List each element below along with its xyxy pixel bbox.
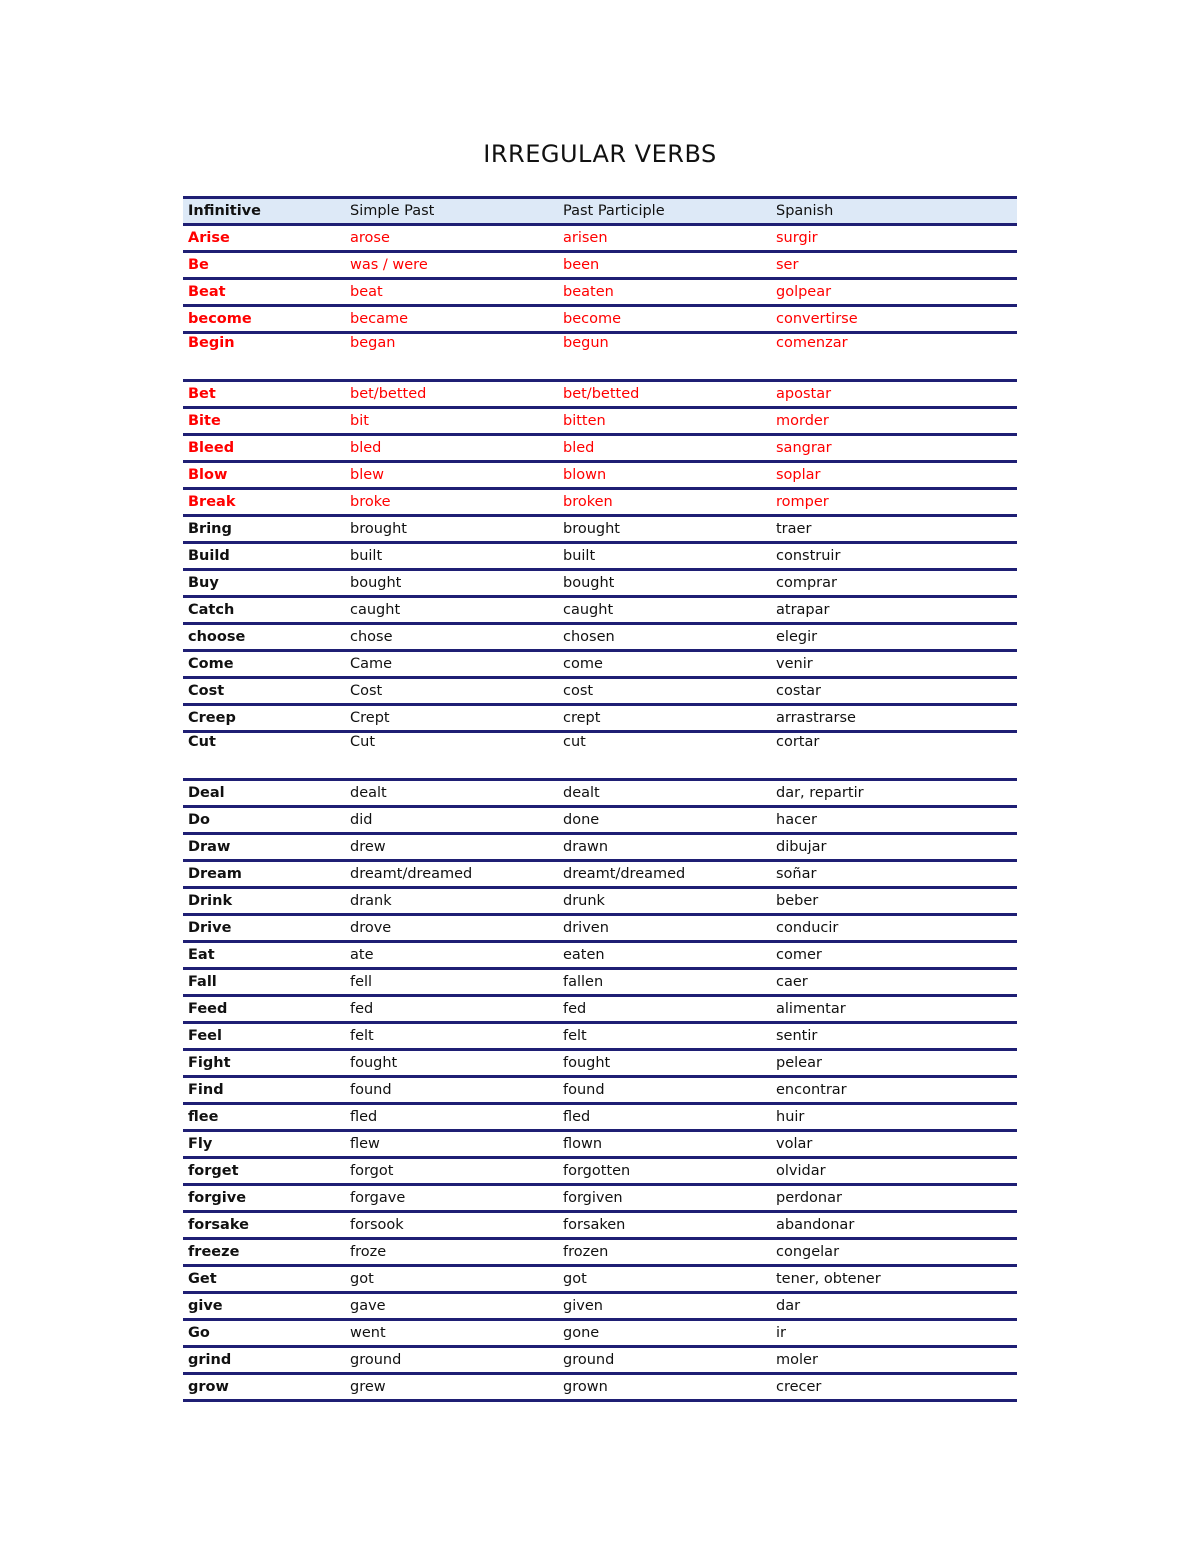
- cell-simple-past: dreamt/dreamed: [345, 861, 558, 888]
- cell-infinitive: Blow: [183, 462, 345, 489]
- cell-infinitive: Come: [183, 651, 345, 678]
- cell-infinitive: give: [183, 1293, 345, 1320]
- cell-spanish: alimentar: [771, 996, 1017, 1023]
- cell-past-participle: bled: [558, 435, 771, 462]
- cell-infinitive: Buy: [183, 570, 345, 597]
- cell-simple-past: Crept: [345, 705, 558, 732]
- cell-spanish: crecer: [771, 1374, 1017, 1401]
- cell-simple-past: grew: [345, 1374, 558, 1401]
- table-row: [183, 861, 1017, 888]
- table-row: [183, 1347, 1017, 1374]
- header-spanish: Spanish: [771, 198, 1017, 225]
- cell-past-participle: fled: [558, 1104, 771, 1131]
- cell-simple-past: did: [345, 807, 558, 834]
- cell-past-participle: flown: [558, 1131, 771, 1158]
- cell-infinitive: Feel: [183, 1023, 345, 1050]
- cell-simple-past: began: [345, 333, 558, 381]
- cell-past-participle: brought: [558, 516, 771, 543]
- header-past-participle: Past Participle: [558, 198, 771, 225]
- cell-spanish: soplar: [771, 462, 1017, 489]
- cell-simple-past: forgot: [345, 1158, 558, 1185]
- cell-past-participle: arisen: [558, 225, 771, 252]
- cell-past-participle: forgiven: [558, 1185, 771, 1212]
- cell-past-participle: eaten: [558, 942, 771, 969]
- cell-spanish: beber: [771, 888, 1017, 915]
- page-title: IRREGULAR VERBS: [483, 140, 717, 168]
- table-row: [183, 807, 1017, 834]
- cell-infinitive: Cost: [183, 678, 345, 705]
- header-simple-past: Simple Past: [345, 198, 558, 225]
- cell-simple-past: Came: [345, 651, 558, 678]
- cell-past-participle: forsaken: [558, 1212, 771, 1239]
- table-row: [183, 942, 1017, 969]
- table-row: [183, 1266, 1017, 1293]
- table-row: [183, 252, 1017, 279]
- cell-simple-past: bet/betted: [345, 381, 558, 408]
- cell-infinitive: freeze: [183, 1239, 345, 1266]
- cell-simple-past: caught: [345, 597, 558, 624]
- cell-simple-past: forgave: [345, 1185, 558, 1212]
- cell-past-participle: got: [558, 1266, 771, 1293]
- cell-simple-past: Cut: [345, 732, 558, 780]
- table-row: [183, 1077, 1017, 1104]
- table-row: [183, 915, 1017, 942]
- cell-infinitive: forget: [183, 1158, 345, 1185]
- table-row: [183, 888, 1017, 915]
- cell-spanish: traer: [771, 516, 1017, 543]
- cell-infinitive: Drink: [183, 888, 345, 915]
- cell-infinitive: Beat: [183, 279, 345, 306]
- cell-past-participle: cut: [558, 732, 771, 780]
- cell-infinitive: forsake: [183, 1212, 345, 1239]
- cell-spanish: morder: [771, 408, 1017, 435]
- cell-infinitive: Fall: [183, 969, 345, 996]
- table-row: [183, 516, 1017, 543]
- cell-spanish: abandonar: [771, 1212, 1017, 1239]
- table-row: [183, 732, 1017, 780]
- cell-infinitive: grow: [183, 1374, 345, 1401]
- cell-infinitive: forgive: [183, 1185, 345, 1212]
- cell-infinitive: Fly: [183, 1131, 345, 1158]
- cell-simple-past: got: [345, 1266, 558, 1293]
- cell-spanish: volar: [771, 1131, 1017, 1158]
- cell-past-participle: become: [558, 306, 771, 333]
- table-row: [183, 969, 1017, 996]
- cell-past-participle: fought: [558, 1050, 771, 1077]
- cell-infinitive: Go: [183, 1320, 345, 1347]
- table-row: [183, 1320, 1017, 1347]
- cell-infinitive: choose: [183, 624, 345, 651]
- cell-past-participle: forgotten: [558, 1158, 771, 1185]
- table-row: [183, 1023, 1017, 1050]
- cell-spanish: costar: [771, 678, 1017, 705]
- cell-past-participle: bet/betted: [558, 381, 771, 408]
- cell-infinitive: Begin: [183, 333, 345, 381]
- cell-past-participle: felt: [558, 1023, 771, 1050]
- cell-infinitive: Arise: [183, 225, 345, 252]
- table-row: [183, 543, 1017, 570]
- cell-past-participle: dreamt/dreamed: [558, 861, 771, 888]
- cell-spanish: venir: [771, 651, 1017, 678]
- cell-past-participle: ground: [558, 1347, 771, 1374]
- cell-simple-past: found: [345, 1077, 558, 1104]
- cell-past-participle: fed: [558, 996, 771, 1023]
- table-row: [183, 597, 1017, 624]
- cell-infinitive: Fight: [183, 1050, 345, 1077]
- cell-simple-past: ate: [345, 942, 558, 969]
- cell-infinitive: Bring: [183, 516, 345, 543]
- cell-spanish: comer: [771, 942, 1017, 969]
- cell-past-participle: caught: [558, 597, 771, 624]
- cell-simple-past: beat: [345, 279, 558, 306]
- cell-infinitive: grind: [183, 1347, 345, 1374]
- table-row: [183, 1131, 1017, 1158]
- cell-infinitive: Eat: [183, 942, 345, 969]
- table-row: [183, 1239, 1017, 1266]
- table-row: [183, 1212, 1017, 1239]
- cell-infinitive: Drive: [183, 915, 345, 942]
- table-row: [183, 705, 1017, 732]
- cell-spanish: apostar: [771, 381, 1017, 408]
- cell-simple-past: fell: [345, 969, 558, 996]
- cell-simple-past: drove: [345, 915, 558, 942]
- cell-past-participle: chosen: [558, 624, 771, 651]
- cell-spanish: ir: [771, 1320, 1017, 1347]
- cell-spanish: romper: [771, 489, 1017, 516]
- cell-spanish: moler: [771, 1347, 1017, 1374]
- cell-infinitive: flee: [183, 1104, 345, 1131]
- cell-simple-past: became: [345, 306, 558, 333]
- cell-past-participle: found: [558, 1077, 771, 1104]
- cell-past-participle: drawn: [558, 834, 771, 861]
- table-body: [183, 225, 1017, 1401]
- cell-simple-past: ground: [345, 1347, 558, 1374]
- cell-past-participle: dealt: [558, 780, 771, 807]
- cell-spanish: comprar: [771, 570, 1017, 597]
- cell-spanish: congelar: [771, 1239, 1017, 1266]
- cell-infinitive: Cut: [183, 732, 345, 780]
- table-row: [183, 1104, 1017, 1131]
- cell-past-participle: cost: [558, 678, 771, 705]
- cell-simple-past: fought: [345, 1050, 558, 1077]
- table-row: [183, 381, 1017, 408]
- cell-past-participle: done: [558, 807, 771, 834]
- header-infinitive: Infinitive: [183, 198, 345, 225]
- table-row: [183, 780, 1017, 807]
- table-row: [183, 996, 1017, 1023]
- cell-spanish: hacer: [771, 807, 1017, 834]
- cell-infinitive: Be: [183, 252, 345, 279]
- cell-past-participle: come: [558, 651, 771, 678]
- cell-infinitive: Draw: [183, 834, 345, 861]
- cell-spanish: construir: [771, 543, 1017, 570]
- table-row: [183, 1374, 1017, 1401]
- cell-infinitive: Catch: [183, 597, 345, 624]
- cell-spanish: surgir: [771, 225, 1017, 252]
- table-row: [183, 1185, 1017, 1212]
- table-row: [183, 279, 1017, 306]
- cell-past-participle: bought: [558, 570, 771, 597]
- irregular-verbs-table: [183, 196, 1017, 1402]
- cell-simple-past: drank: [345, 888, 558, 915]
- cell-spanish: encontrar: [771, 1077, 1017, 1104]
- cell-infinitive: Break: [183, 489, 345, 516]
- table-row: [183, 333, 1017, 381]
- cell-past-participle: begun: [558, 333, 771, 381]
- cell-infinitive: Feed: [183, 996, 345, 1023]
- cell-past-participle: beaten: [558, 279, 771, 306]
- cell-infinitive: Creep: [183, 705, 345, 732]
- cell-infinitive: Do: [183, 807, 345, 834]
- cell-spanish: soñar: [771, 861, 1017, 888]
- cell-simple-past: brought: [345, 516, 558, 543]
- cell-past-participle: gone: [558, 1320, 771, 1347]
- table-row: [183, 834, 1017, 861]
- table-header-row: [183, 198, 1017, 225]
- cell-simple-past: felt: [345, 1023, 558, 1050]
- table-row: [183, 408, 1017, 435]
- cell-spanish: convertirse: [771, 306, 1017, 333]
- cell-spanish: perdonar: [771, 1185, 1017, 1212]
- cell-simple-past: drew: [345, 834, 558, 861]
- cell-past-participle: fallen: [558, 969, 771, 996]
- cell-past-participle: given: [558, 1293, 771, 1320]
- cell-simple-past: fed: [345, 996, 558, 1023]
- cell-simple-past: gave: [345, 1293, 558, 1320]
- cell-spanish: huir: [771, 1104, 1017, 1131]
- cell-infinitive: Get: [183, 1266, 345, 1293]
- cell-past-participle: built: [558, 543, 771, 570]
- table-row: [183, 489, 1017, 516]
- cell-infinitive: Deal: [183, 780, 345, 807]
- cell-past-participle: driven: [558, 915, 771, 942]
- cell-spanish: arrastrarse: [771, 705, 1017, 732]
- cell-infinitive: Bet: [183, 381, 345, 408]
- cell-simple-past: chose: [345, 624, 558, 651]
- cell-simple-past: bled: [345, 435, 558, 462]
- table-row: [183, 1293, 1017, 1320]
- cell-past-participle: blown: [558, 462, 771, 489]
- cell-spanish: olvidar: [771, 1158, 1017, 1185]
- table-row: [183, 1050, 1017, 1077]
- table-row: [183, 462, 1017, 489]
- cell-spanish: dibujar: [771, 834, 1017, 861]
- table-row: [183, 624, 1017, 651]
- cell-spanish: atrapar: [771, 597, 1017, 624]
- cell-spanish: dar, repartir: [771, 780, 1017, 807]
- cell-spanish: elegir: [771, 624, 1017, 651]
- cell-past-participle: been: [558, 252, 771, 279]
- cell-spanish: comenzar: [771, 333, 1017, 381]
- table-row: [183, 306, 1017, 333]
- table-row: [183, 435, 1017, 462]
- cell-spanish: cortar: [771, 732, 1017, 780]
- cell-simple-past: broke: [345, 489, 558, 516]
- cell-simple-past: froze: [345, 1239, 558, 1266]
- cell-simple-past: blew: [345, 462, 558, 489]
- cell-simple-past: bit: [345, 408, 558, 435]
- cell-infinitive: Bleed: [183, 435, 345, 462]
- cell-simple-past: was / were: [345, 252, 558, 279]
- cell-infinitive: Dream: [183, 861, 345, 888]
- cell-simple-past: fled: [345, 1104, 558, 1131]
- cell-spanish: dar: [771, 1293, 1017, 1320]
- cell-past-participle: bitten: [558, 408, 771, 435]
- table-row: [183, 1158, 1017, 1185]
- cell-spanish: tener, obtener: [771, 1266, 1017, 1293]
- cell-simple-past: Cost: [345, 678, 558, 705]
- cell-spanish: ser: [771, 252, 1017, 279]
- cell-simple-past: went: [345, 1320, 558, 1347]
- cell-simple-past: arose: [345, 225, 558, 252]
- cell-past-participle: crept: [558, 705, 771, 732]
- cell-infinitive: Find: [183, 1077, 345, 1104]
- cell-spanish: sangrar: [771, 435, 1017, 462]
- cell-past-participle: broken: [558, 489, 771, 516]
- cell-simple-past: bought: [345, 570, 558, 597]
- table-row: [183, 678, 1017, 705]
- table-row: [183, 225, 1017, 252]
- table-row: [183, 570, 1017, 597]
- cell-infinitive: Bite: [183, 408, 345, 435]
- cell-simple-past: dealt: [345, 780, 558, 807]
- cell-spanish: sentir: [771, 1023, 1017, 1050]
- cell-spanish: conducir: [771, 915, 1017, 942]
- cell-simple-past: built: [345, 543, 558, 570]
- cell-past-participle: frozen: [558, 1239, 771, 1266]
- cell-past-participle: grown: [558, 1374, 771, 1401]
- cell-spanish: pelear: [771, 1050, 1017, 1077]
- cell-infinitive: Build: [183, 543, 345, 570]
- cell-spanish: golpear: [771, 279, 1017, 306]
- cell-spanish: caer: [771, 969, 1017, 996]
- cell-simple-past: forsook: [345, 1212, 558, 1239]
- cell-infinitive: become: [183, 306, 345, 333]
- cell-past-participle: drunk: [558, 888, 771, 915]
- table-row: [183, 651, 1017, 678]
- cell-simple-past: flew: [345, 1131, 558, 1158]
